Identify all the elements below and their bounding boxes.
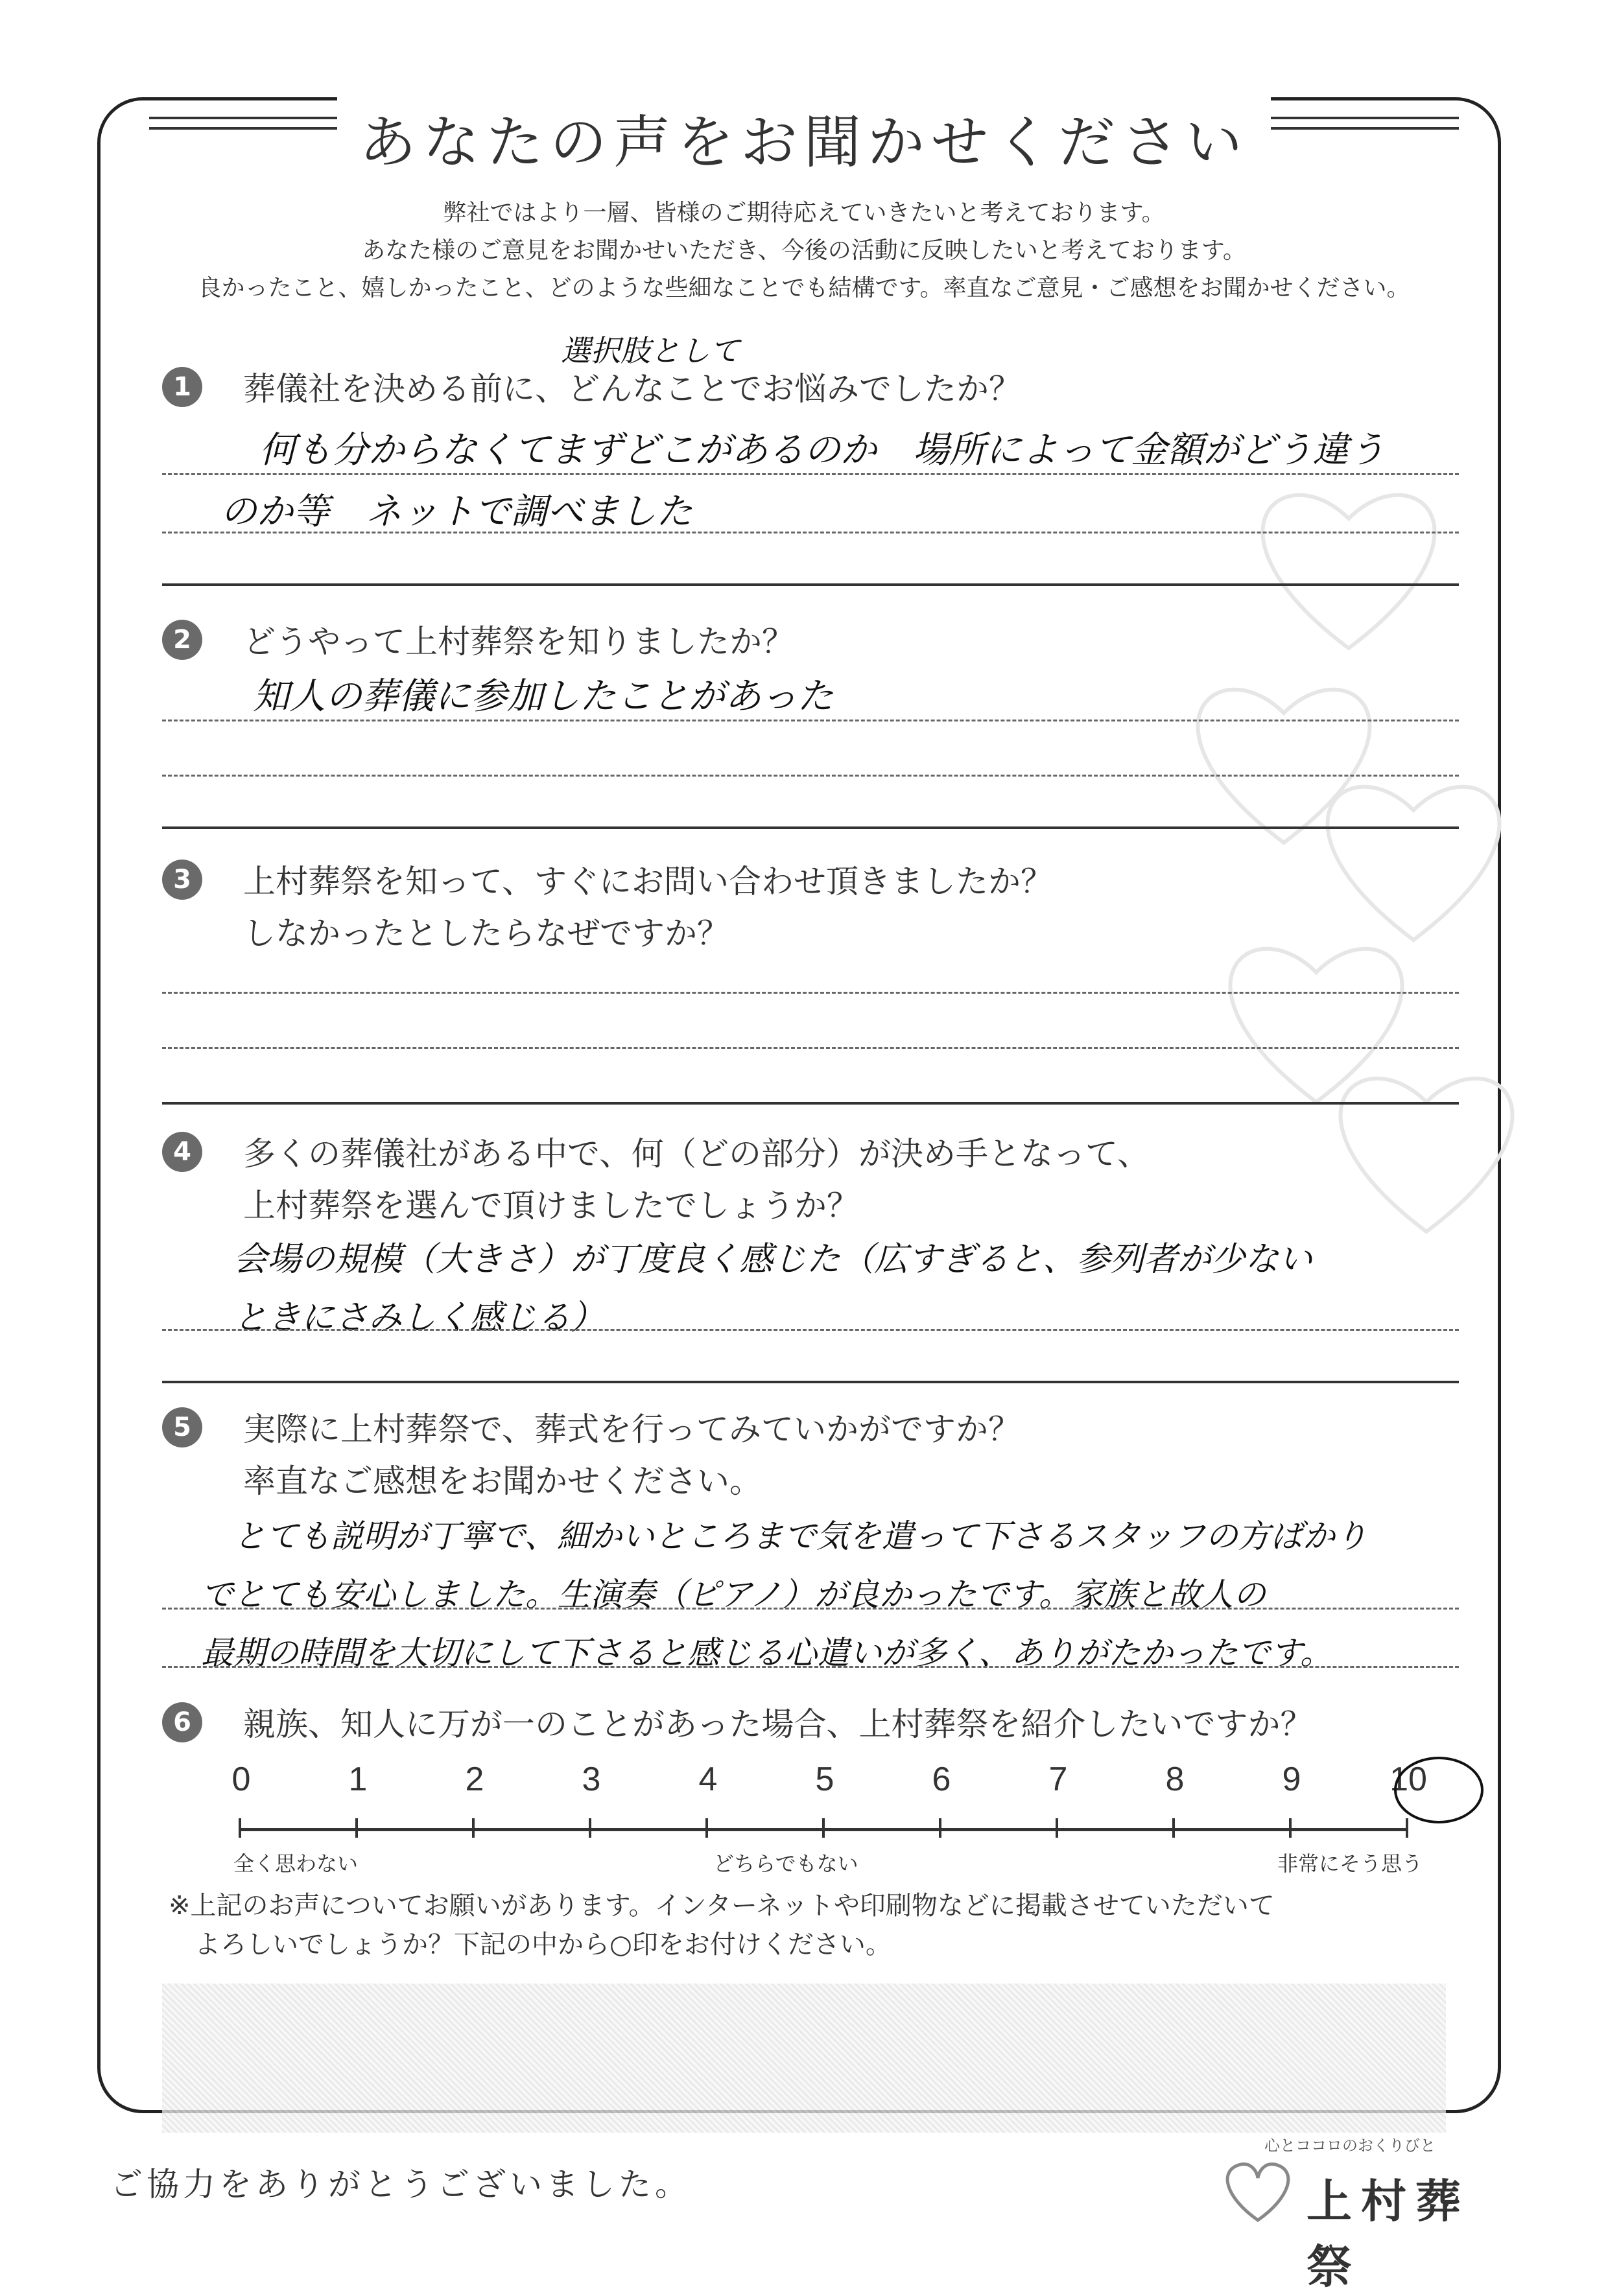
consent-note: ※上記のお声についてお願いがあります。インターネットや印刷物などに掲載させていただいて よろしいでしょうか？下記の中から○印をお付けください。 xyxy=(169,1891,1275,1960)
question-1 xyxy=(162,333,1459,583)
question-number: 4 xyxy=(162,1132,202,1172)
question-2 xyxy=(162,616,1459,830)
intro-line: 良かったこと、嬉しかったこと、どのような些細なことでも結構です。率直なご意見・ご感想をお聞かせください。 xyxy=(198,275,1410,301)
question-text: 上村葬祭を知って、すぐにお問い合わせ頂きましたか？ しなかったとしたらなぜですか？ xyxy=(243,863,1053,952)
handwritten-answer: とても説明が丁寧で、細かいところまで気を遣って下さるスタッフの方ばかり xyxy=(233,1517,1367,1555)
thanks-message: ご協力をありがとうございました。 xyxy=(110,2166,691,2203)
scale-tick xyxy=(705,1818,708,1838)
question-6 xyxy=(162,1698,1459,1750)
handwritten-answer: 会場の規模（大きさ）が丁度良く感じた（広すぎると、参列者が少ない xyxy=(233,1240,1313,1279)
scale-min-label: 全く思わない xyxy=(233,1851,359,1876)
question-number: 6 xyxy=(162,1702,202,1742)
selected-rating-circle xyxy=(1394,1757,1484,1823)
scale-tick xyxy=(355,1818,358,1838)
brand-logo xyxy=(1219,2133,1517,2293)
scale-tick-label: 0 xyxy=(231,1761,251,1798)
question-number: 2 xyxy=(162,620,202,660)
brand-tagline: 心とココロのおくりびと xyxy=(1264,2137,1436,2155)
scale-tick xyxy=(939,1818,941,1838)
question-text: 多くの葬儀社がある中で、何（どの部分）が決め手となって、 上村葬祭を選んで頂けましたでしょうか？ xyxy=(243,1135,1150,1224)
question-text: どうやって上村葬祭を知りましたか？ xyxy=(243,623,794,661)
question-text: 親族、知人に万が一のことがあった場合、上村葬祭を紹介したいですか？ xyxy=(243,1705,1313,1743)
scale-tick-label: 8 xyxy=(1165,1761,1185,1798)
scale-tick-label: 9 xyxy=(1282,1761,1301,1798)
scale-tick-label: 10 xyxy=(1389,1761,1427,1798)
question-text: 実際に上村葬祭で、葬式を行ってみていかがですか？ 率直なご感想をお聞かせください。 xyxy=(243,1411,1021,1500)
question-number: 5 xyxy=(162,1407,202,1447)
handwritten-answer: のか等 ネットで調べました xyxy=(220,491,692,533)
handwritten-answer: 知人の葬儀に参加したことがあった xyxy=(253,675,834,718)
intro-line: 弊社ではより一層、皆様のご期待応えていきたいと考えております。 xyxy=(443,200,1165,226)
scale-tick xyxy=(1289,1818,1292,1838)
scale-tick xyxy=(1406,1818,1408,1838)
question-4 xyxy=(162,1128,1459,1387)
handwritten-answer: ときにさみしく感じる） xyxy=(233,1298,605,1337)
heart-icon xyxy=(1219,2152,1297,2230)
question-number: 3 xyxy=(162,860,202,900)
scale-mid-label: どちらでもない xyxy=(713,1851,858,1876)
scale-tick-label: 4 xyxy=(698,1761,718,1798)
intro-line: あなた様のご意見をお聞かせいただき、今後の活動に反映したいと考えております。 xyxy=(362,237,1246,264)
form-title: あなたの声をお聞かせください xyxy=(359,109,1249,176)
scale-tick-label: 3 xyxy=(582,1761,601,1798)
scale-tick-label: 5 xyxy=(815,1761,834,1798)
question-3 xyxy=(162,856,1459,1108)
scale-tick xyxy=(822,1818,825,1838)
question-5 xyxy=(162,1403,1459,1708)
handwritten-insert: 選択肢として xyxy=(561,333,740,368)
question-number: 1 xyxy=(162,367,202,407)
scale-tick xyxy=(589,1818,591,1838)
scale-tick-label: 6 xyxy=(932,1761,951,1798)
question-text: 葬儀社を決める前に、どんなことでお悩みでしたか？ xyxy=(243,370,1021,408)
scale-tick xyxy=(1172,1818,1175,1838)
scale-tick xyxy=(239,1818,241,1838)
scale-tick xyxy=(1056,1818,1058,1838)
scale-tick-label: 1 xyxy=(348,1761,368,1798)
scale-tick-label: 2 xyxy=(465,1761,484,1798)
scale-tick xyxy=(472,1818,475,1838)
scale-tick-label: 7 xyxy=(1048,1761,1068,1798)
brand-name: 上村葬祭 xyxy=(1306,2174,1470,2293)
handwritten-answer: でとても安心しました。生演奏（ピアノ）が良かったです。家族と故人の xyxy=(201,1576,1266,1613)
intro-text xyxy=(0,194,1608,307)
handwritten-answer: 何も分からなくてまずどこがあるのか 場所によって金額がどう違う xyxy=(259,429,1385,471)
scale-max-label: 非常にそう思う xyxy=(1277,1851,1423,1876)
scanned-noise-area xyxy=(162,1984,1446,2133)
handwritten-answer: 最期の時間を大切にして下さると感じる心遣いが多く、ありがたかったです。 xyxy=(201,1634,1332,1672)
